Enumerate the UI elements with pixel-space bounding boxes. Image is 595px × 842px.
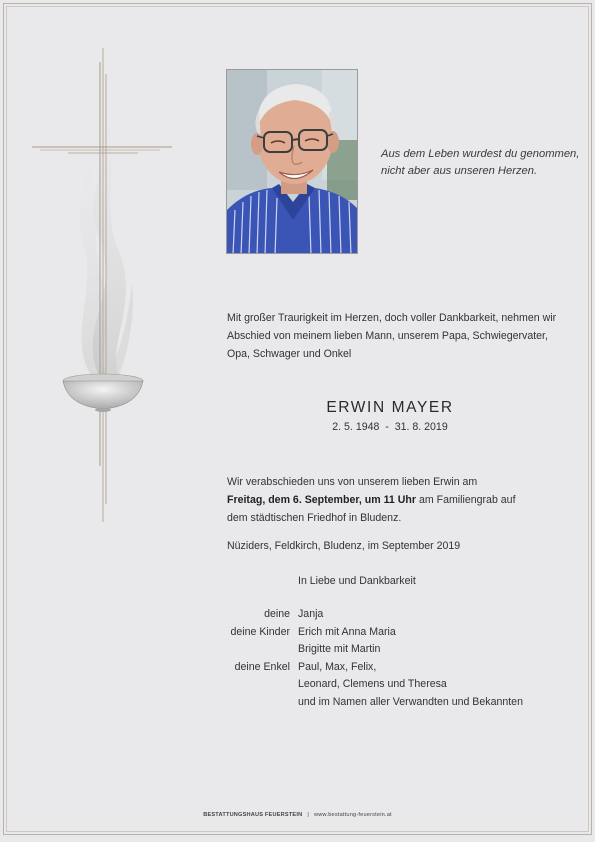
deceased-name: ERWIN MAYER xyxy=(326,399,454,416)
ceremony-line-1: Wir verabschieden uns von unserem lieben Erwin am xyxy=(227,476,478,488)
intro-line-3: Opa, Schwager und Onkel xyxy=(227,348,352,360)
mourner-row xyxy=(200,643,580,661)
footer xyxy=(0,812,595,818)
intro-text xyxy=(227,309,567,363)
mourner-label: deine xyxy=(264,608,290,620)
mourner-names: Janja xyxy=(298,608,324,620)
mourner-names: Brigitte mit Martin xyxy=(298,643,381,656)
mourner-label: deine Kinder xyxy=(230,625,290,638)
mourner-names: Leonard, Clemens und Theresa xyxy=(298,678,447,691)
mourner-names: und im Namen aller Verwandten und Bekannten xyxy=(298,695,523,708)
ceremony-text xyxy=(227,473,567,527)
cross-with-flame-icon xyxy=(28,44,178,526)
mourner-row xyxy=(200,626,580,644)
mourner-row xyxy=(200,696,580,714)
quote-line-1: Aus dem Leben wurdest du genommen, xyxy=(381,148,580,160)
ceremony-location-start: am Familiengrab auf xyxy=(416,494,516,506)
mourner-row xyxy=(200,678,580,696)
portrait-photo xyxy=(226,69,358,254)
place-and-date: Nüziders, Feldkirch, Bludenz, im September 2019 xyxy=(227,540,461,552)
intro-line-1: Mit großer Traurigkeit im Herzen, doch voller Dankbarkeit, nehmen wir xyxy=(227,312,557,324)
footer-url[interactable]: www.bestattung-feuerstein.at xyxy=(314,812,392,818)
life-dates: 2. 5. 1948 - 31. 8. 2019 xyxy=(332,421,448,433)
closing-phrase: In Liebe und Dankbarkeit xyxy=(298,575,416,587)
mourner-label: deine Enkel xyxy=(234,660,290,673)
mourners-list xyxy=(200,608,580,714)
mourner-names: Erich mit Anna Maria xyxy=(298,625,396,638)
footer-brand: BESTATTUNGSHAUS FEUERSTEIN xyxy=(203,812,303,818)
footer-separator: | xyxy=(307,812,310,818)
ceremony-line-3: dem städtischen Friedhof in Bludenz. xyxy=(227,512,402,524)
intro-line-2: Abschied von meinem lieben Mann, unserem Papa, Schwiegervater, xyxy=(227,330,548,342)
ceremony-line-2 xyxy=(227,491,567,509)
memorial-quote xyxy=(381,146,581,180)
ceremony-datetime: Freitag, dem 6. September, um 11 Uhr xyxy=(227,494,416,506)
mourner-row xyxy=(200,608,580,626)
mourner-names: Paul, Max, Felix, xyxy=(298,660,377,673)
mourner-row xyxy=(200,661,580,679)
quote-line-2: nicht aber aus unseren Herzen. xyxy=(381,165,538,177)
